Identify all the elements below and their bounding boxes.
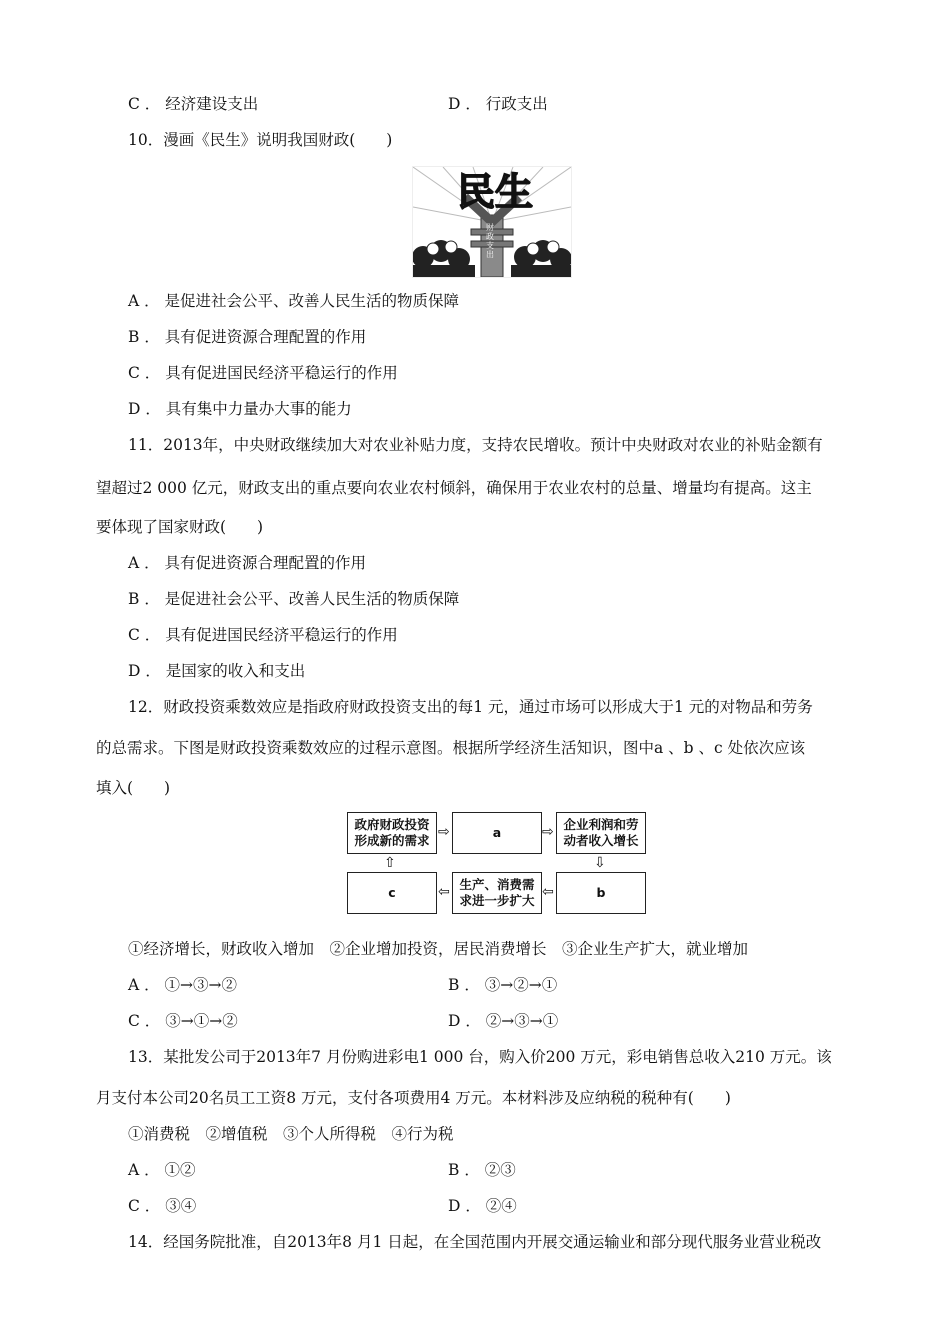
- left-arrow-icon: ⇦: [438, 884, 450, 900]
- q13-option-a: A ． ①②: [128, 1161, 196, 1179]
- q12-option-row-2: [128, 1010, 559, 1032]
- flow-box-demand-expand: [452, 872, 542, 914]
- q9-option-row: [128, 93, 548, 115]
- q12-option-b: B ． ③→②→①: [448, 976, 558, 994]
- minsheng-cartoon: [412, 166, 572, 278]
- q9-option-d: D ． 行政支出: [448, 95, 548, 113]
- q12-line3: 填入( ): [96, 779, 171, 797]
- down-arrow-icon: ⇩: [594, 855, 606, 871]
- q12-option-c: C ． ③→①→②: [128, 1012, 238, 1030]
- q11-option-b: B ． 是促进社会公平、改善人民生活的物质保障: [128, 590, 460, 608]
- q13-line1: 13．某批发公司于2013年7 月份购进彩电1 000 台，购入价200 万元，彩电销售总收入210 万元。该: [128, 1048, 832, 1066]
- q11-line3: 要体现了国家财政( ): [96, 518, 264, 536]
- q9-option-c: C ． 经济建设支出: [128, 95, 259, 113]
- q12-option-d: D ． ②→③→①: [448, 1012, 559, 1030]
- q11-option-a: A ． 具有促进资源合理配置的作用: [128, 554, 367, 572]
- q10-stem: 10．漫画《民生》说明我国财政( ): [128, 131, 393, 149]
- q10-option-d: D ． 具有集中力量办大事的能力: [128, 400, 352, 418]
- flow-box5-line1: 生产、消费需: [459, 877, 535, 892]
- multiplier-flowchart: [344, 810, 649, 918]
- flow-box-b: b: [556, 872, 646, 914]
- q12-line2: 的总需求。下图是财政投资乘数效应的过程示意图。根据所学经济生活知识，图中a 、b 、c 处依次应该: [96, 739, 806, 757]
- flow-box5-line2: 求进一步扩大: [459, 893, 535, 908]
- q13-option-d: D ． ②④: [448, 1197, 517, 1215]
- flow-box-c: c: [347, 872, 437, 914]
- q12-line1: 12．财政投资乘数效应是指政府财政投资支出的每1 元，通过市场可以形成大于1 元的对物品和劳务: [128, 698, 813, 716]
- q10-option-c: C ． 具有促进国民经济平稳运行的作用: [128, 364, 398, 382]
- q13-option-b: B ． ②③: [448, 1161, 516, 1179]
- q10-option-b: B ． 具有促进资源合理配置的作用: [128, 328, 367, 346]
- flow-box-government-investment: [347, 812, 437, 854]
- q14-line1: 14．经国务院批准，自2013年8 月1 日起，在全国范围内开展交通运输业和部分现代服务业营业税改: [128, 1233, 822, 1251]
- flow-box1-line1: 政府财政投资: [354, 817, 430, 832]
- flow-box3-line2: 动者收入增长: [563, 833, 639, 848]
- q13-option-c: C ． ③④: [128, 1197, 197, 1215]
- q13-choices: ①消费税 ②增值税 ③个人所得税 ④行为税: [128, 1125, 454, 1143]
- q12-option-a: A ． ①→③→②: [128, 976, 238, 994]
- flow-box-profit-income: [556, 812, 646, 854]
- q11-option-c: C ． 具有促进国民经济平稳运行的作用: [128, 626, 398, 644]
- q11-line2: 望超过2 000 亿元，财政支出的重点要向农业农村倾斜，确保用于农业农村的总量、增量均有提高。这主: [96, 479, 812, 497]
- flow-box1-line2: 形成新的需求: [354, 833, 430, 848]
- cartoon-pillar-label: 财政支出: [486, 223, 494, 259]
- q13-line2: 月支付本公司20名员工工资8 万元，支付各项费用4 万元。本材料涉及应纳税的税种有( ): [96, 1089, 731, 1107]
- q13-option-row-1: [128, 1159, 516, 1181]
- flow-box-a: a: [452, 812, 542, 854]
- cartoon-title: 民生: [457, 170, 534, 214]
- q11-line1: 11．2013年，中央财政继续加大对农业补贴力度，支持农民增收。预计中央财政对农业的补贴金额有: [128, 436, 823, 454]
- q12-choices: ①经济增长，财政收入增加 ②企业增加投资，居民消费增长 ③企业生产扩大，就业增加: [128, 940, 749, 958]
- right-arrow-icon: ⇨: [542, 824, 554, 840]
- flow-box3-line1: 企业利润和劳: [563, 817, 639, 832]
- up-arrow-icon: ⇧: [384, 855, 396, 871]
- q12-option-row-1: [128, 974, 558, 996]
- right-arrow-icon: ⇨: [438, 824, 450, 840]
- q10-option-a: A ． 是促进社会公平、改善人民生活的物质保障: [128, 292, 460, 310]
- left-arrow-icon: ⇦: [542, 884, 554, 900]
- q13-option-row-2: [128, 1195, 517, 1217]
- q11-option-d: D ． 是国家的收入和支出: [128, 662, 306, 680]
